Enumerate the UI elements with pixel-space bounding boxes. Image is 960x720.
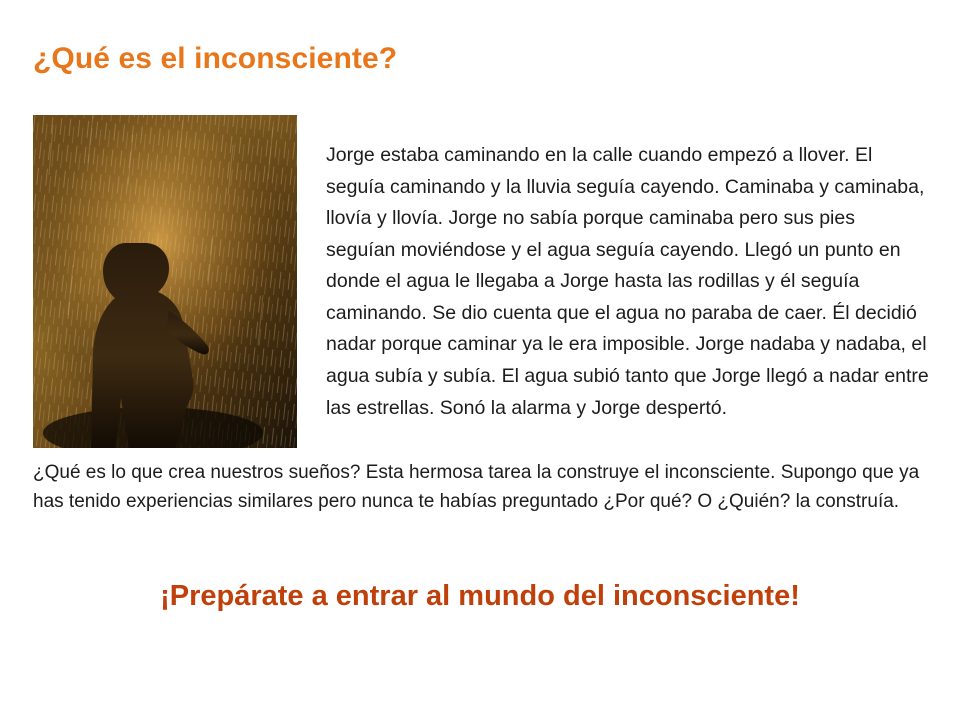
photo-graphic bbox=[33, 115, 297, 448]
story-paragraph: Jorge estaba caminando en la calle cuando empezó a llover. El seguía caminando y la lluvia seguía cayendo. Caminaba y caminaba, llovía y llovía. Jorge no sabía porque caminaba pero sus pies seguían moviéndose y el agua seguía cayendo. Llegó un punto en donde el agua le llegaba a Jorge hasta las rodillas y él seguía caminando. Se dio cuenta que el agua no paraba de caer. Él decidió nadar porque caminar ya le era imposible. Jorge nadaba y nadaba, el agua subía y subía. El agua subió tanto que Jorge llegó a nadar entre las estrellas. Sonó la alarma y Jorge despertó. bbox=[326, 144, 929, 419]
person-in-rain-photo bbox=[33, 115, 297, 448]
closing-statement: ¡Prepárate a entrar al mundo del inconsciente! bbox=[160, 580, 800, 612]
explanation-paragraph: ¿Qué es lo que crea nuestros sueños? Esta hermosa tarea la construye el inconsciente. Supongo que ya has tenido experiencias similares pero nunca te habías preguntado ¿Por qué? O ¿Quién? la construía. bbox=[33, 462, 920, 513]
page-title: ¿Qué es el inconsciente? bbox=[33, 42, 398, 75]
